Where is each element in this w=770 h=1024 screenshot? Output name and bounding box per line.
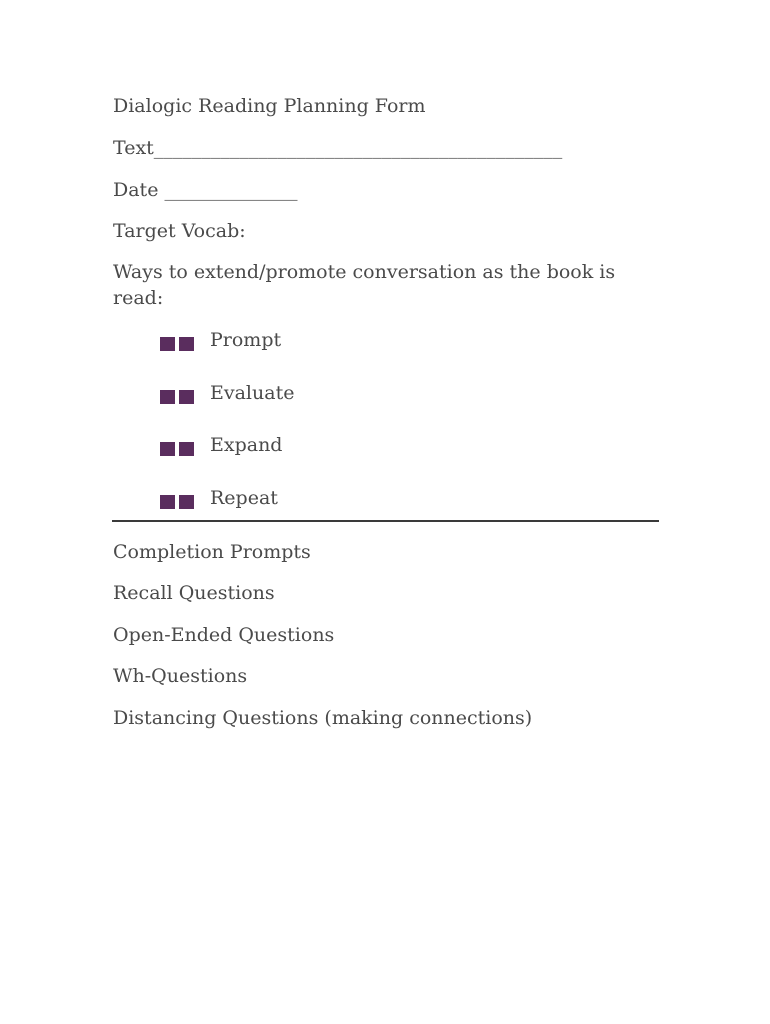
bullet-label: Repeat — [210, 487, 278, 509]
bullet-label: Expand — [210, 434, 283, 456]
bullet-label: Prompt — [210, 329, 282, 351]
square-bullet-icon — [160, 390, 210, 404]
question-type-item: Wh-Questions — [113, 665, 248, 687]
bullet-label: Evaluate — [210, 382, 295, 404]
target-vocab-label: Target Vocab: — [113, 220, 246, 242]
list-item — [160, 485, 278, 511]
question-type-item: Recall Questions — [113, 582, 275, 604]
list-item — [160, 327, 281, 353]
date-field-line: Date ______________ — [113, 179, 298, 201]
text-field-line: Text___________________________________________ — [113, 137, 563, 159]
list-item — [160, 380, 294, 406]
square-bullet-icon — [160, 442, 210, 456]
question-type-item: Open-Ended Questions — [113, 624, 335, 646]
ways-heading: Ways to extend/promote conversation as the book is read: — [113, 261, 616, 309]
question-type-item: Completion Prompts — [113, 541, 311, 563]
square-bullet-icon — [160, 495, 210, 509]
horizontal-divider — [112, 520, 659, 522]
list-item — [160, 432, 282, 458]
square-bullet-icon — [160, 337, 210, 351]
question-type-item: Distancing Questions (making connections) — [113, 707, 533, 729]
form-title: Dialogic Reading Planning Form — [113, 95, 426, 117]
